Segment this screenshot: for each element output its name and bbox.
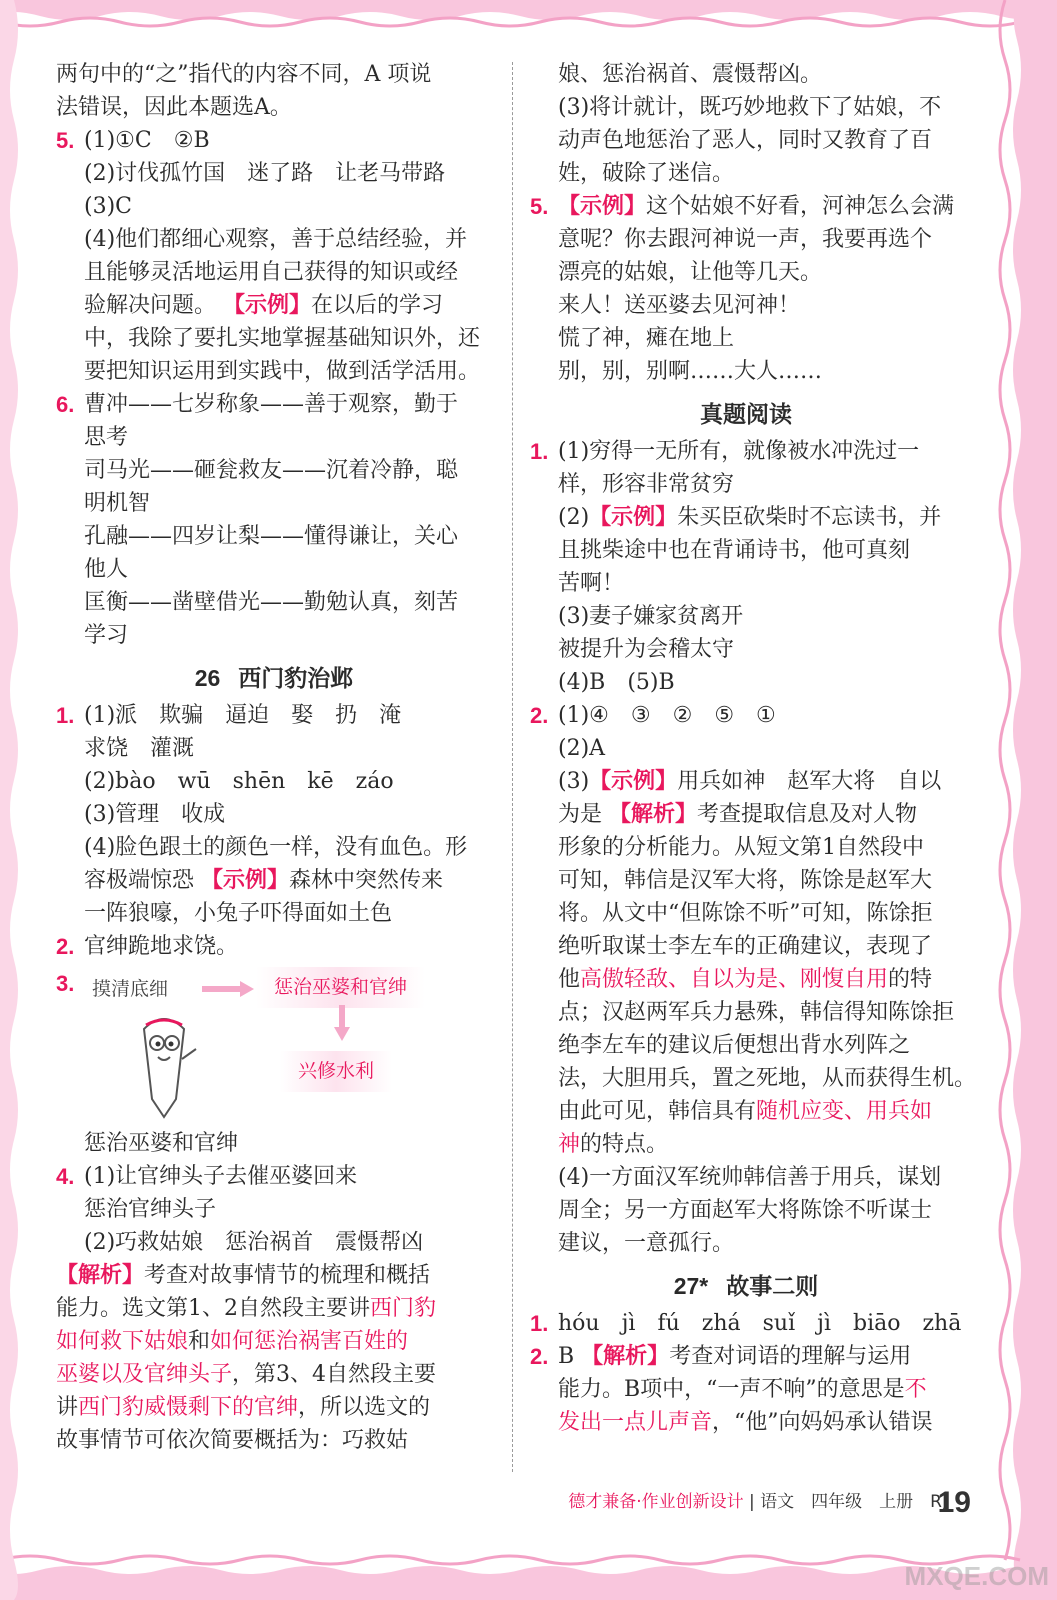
text-line bbox=[56, 1391, 492, 1424]
text-line bbox=[56, 1292, 492, 1325]
decorative-left-border bbox=[0, 0, 26, 1600]
text-line: 匡衡——凿壁借光——勤勉认真，刻苦 bbox=[84, 590, 459, 615]
highlight-text: 神 bbox=[558, 1132, 581, 1157]
answer-item-26-3 bbox=[56, 967, 492, 1160]
decorative-top-border bbox=[0, 0, 1057, 40]
highlight-text: 高傲轻敌、自以为是、刚愎自用 bbox=[580, 967, 889, 992]
text-line: 惩治官绅头子 bbox=[84, 1197, 217, 1222]
reading-item-2 bbox=[530, 699, 977, 1260]
text-line bbox=[558, 1128, 962, 1161]
example-tag: 【示例】 bbox=[589, 768, 678, 794]
text-line: 样，形容非常贫穷 bbox=[558, 472, 735, 497]
text-line bbox=[558, 1373, 962, 1406]
text-line: 周全；另一方面赵军大将陈馀不听谋士 bbox=[558, 1198, 933, 1223]
answer-item-26-2 bbox=[56, 930, 492, 963]
section-number: 26 bbox=[194, 665, 221, 691]
text-line bbox=[56, 1259, 492, 1292]
text-segment: 的特 bbox=[888, 967, 933, 992]
answer-item-6 bbox=[56, 388, 492, 652]
right-arrow-icon bbox=[202, 981, 254, 997]
example-tag: 【示例】 bbox=[558, 193, 647, 219]
text-line: (3)将计就计，既巧妙地救下了姑娘，不 bbox=[558, 95, 942, 120]
analysis-tag: 【解析】 bbox=[581, 1343, 670, 1369]
text-segment: 他 bbox=[558, 967, 581, 992]
text-line: 法错误，因此本题选A。 bbox=[56, 95, 292, 120]
flow-step-3: 兴修水利 bbox=[280, 1051, 392, 1092]
reading-item-1 bbox=[530, 435, 962, 699]
flow-step-2: 惩治巫婆和官绅 bbox=[256, 967, 425, 1008]
text-line bbox=[56, 1325, 492, 1358]
analysis-tag: 【解析】 bbox=[56, 1262, 145, 1288]
page-number: 19 bbox=[937, 1486, 971, 1519]
answer-item-5 bbox=[56, 124, 492, 388]
text-line: 故事情节可依次简要概括为：巧救姑 bbox=[56, 1428, 409, 1453]
section-heading-reading: 真题阅读 bbox=[700, 401, 792, 428]
highlight-text: 巫婆以及官绅头子 bbox=[56, 1362, 233, 1387]
example-tag: 【示例】 bbox=[201, 867, 290, 893]
text-segment: 考查提取信息及对人物 bbox=[697, 802, 918, 827]
section-title-text: 故事二则 bbox=[726, 1273, 819, 1300]
text-line bbox=[558, 963, 962, 996]
decorative-bottom-border bbox=[0, 1542, 1057, 1600]
section-title-text: 西门豹治邺 bbox=[238, 665, 354, 692]
text-line: 求饶 灌溉 bbox=[84, 736, 195, 761]
text-line: 姓，破除了迷信。 bbox=[558, 161, 735, 186]
text-line: (3)管理 收成 bbox=[84, 802, 226, 827]
section-number: 27* bbox=[673, 1273, 709, 1299]
plot-flow-diagram bbox=[84, 967, 492, 1127]
footer-brand: 德才兼备·作业创新设计 bbox=[568, 1492, 744, 1512]
flow-step-1: 摸清底细 bbox=[92, 978, 169, 1000]
text-line: 且挑柴途中也在背诵诗书，他可真刻 bbox=[558, 538, 911, 563]
text-line bbox=[558, 1406, 962, 1439]
text-line: (4)脸色跟土的颜色一样，没有血色。形 bbox=[84, 835, 468, 860]
text-line: hóu jì fú zhá suǐ jì biāo zhā bbox=[558, 1311, 962, 1336]
text-segment: 和 bbox=[188, 1329, 211, 1354]
text-segment: 的特点。 bbox=[580, 1132, 669, 1157]
text-segment: 容极端惊恐 bbox=[84, 868, 195, 893]
text-line bbox=[56, 1358, 492, 1391]
left-column bbox=[56, 58, 492, 1457]
text-line bbox=[84, 289, 492, 322]
example-tag: 【示例】 bbox=[223, 292, 312, 318]
text-line: (3)妻子嫌家贫离开 bbox=[558, 604, 744, 629]
text-segment: ，“他”向妈妈承认错误 bbox=[712, 1410, 933, 1435]
text-line: 法，大胆用兵，置之死地，从而获得生机。 bbox=[558, 1066, 977, 1091]
highlight-text: 发出一点儿声音 bbox=[558, 1410, 713, 1435]
text-segment: 考查对故事情节的梳理和概括 bbox=[144, 1263, 431, 1288]
pencil-mascot-icon bbox=[124, 1009, 204, 1119]
text-line bbox=[558, 501, 962, 534]
column-divider bbox=[512, 62, 513, 1472]
highlight-text: 如何救下姑娘 bbox=[56, 1329, 189, 1354]
text-line bbox=[558, 1340, 962, 1373]
text-line: 司马光——砸瓮救友——沉着冷静，聪 bbox=[84, 458, 459, 483]
text-line: 点；汉赵两军兵力悬殊，韩信得知陈馀拒 bbox=[558, 1000, 955, 1025]
text-line: (1)④ ③ ② ⑤ ① bbox=[558, 703, 776, 728]
text-line: 形象的分析能力。从短文第1自然段中 bbox=[558, 835, 924, 860]
footer-subject: 语文 四年级 上册 RJ bbox=[760, 1492, 947, 1512]
text-line: (1)派 欺骗 逼迫 娶 扔 淹 bbox=[84, 703, 402, 728]
text-line: 娘、惩治祸首、震慑帮凶。 bbox=[558, 62, 823, 87]
answer-item-26-4 bbox=[56, 1160, 492, 1259]
text-line bbox=[558, 190, 962, 223]
question-number: 2. bbox=[530, 1344, 549, 1369]
text-line: 孔融——四岁让梨——懂得谦让，关心 bbox=[84, 524, 459, 549]
text-line: (3)C bbox=[84, 194, 132, 219]
text-line: (2)A bbox=[558, 736, 606, 761]
text-line: 绝听取谋士李左车的正确建议，表现了 bbox=[558, 934, 933, 959]
text-line: (2)巧救姑娘 惩治祸首 震慑帮凶 bbox=[84, 1230, 424, 1255]
text-segment: ，所以选文的 bbox=[298, 1395, 431, 1420]
text-line: (1)让官绅头子去催巫婆回来 bbox=[84, 1164, 358, 1189]
text-segment: 在以后的学习 bbox=[311, 293, 444, 318]
text-segment: (3) bbox=[558, 769, 590, 794]
text-segment: 能力。选文第1、2自然段主要讲 bbox=[56, 1296, 370, 1321]
text-line: 思考 bbox=[84, 425, 129, 450]
question-number: 1. bbox=[530, 1311, 549, 1336]
question-number: 5. bbox=[56, 128, 75, 153]
text-line: 将。从文中“但陈馀不听”可知，陈馀拒 bbox=[558, 901, 933, 926]
text-segment: 朱买臣砍柴时不忘读书，并 bbox=[677, 505, 942, 530]
text-segment: 为是 bbox=[558, 802, 603, 827]
text-line: (4)一方面汉军统帅韩信善于用兵，谋划 bbox=[558, 1165, 942, 1190]
text-line: 官绅跪地求饶。 bbox=[84, 934, 239, 959]
down-arrow-icon bbox=[334, 1005, 350, 1041]
text-segment: 验解决问题。 bbox=[84, 293, 217, 318]
question-number: 5. bbox=[530, 194, 549, 219]
question-number: 3. bbox=[56, 971, 75, 996]
highlight-text: 如何惩治祸害百姓的 bbox=[210, 1329, 409, 1354]
page-footer: 德才兼备·作业创新设计 | 语文 四年级 上册 RJ bbox=[568, 1492, 947, 1512]
text-line: 来人！送巫婆去见河神！ bbox=[558, 293, 801, 318]
text-line: 学习 bbox=[84, 623, 129, 648]
text-line: 且能够灵活地运用自己获得的知识或经 bbox=[84, 260, 459, 285]
text-line: 慌了神，瘫在地上 bbox=[558, 326, 735, 351]
question-number: 2. bbox=[530, 703, 549, 728]
section-heading-27 bbox=[530, 1270, 962, 1303]
text-line: 漂亮的姑娘，让他等几天。 bbox=[558, 260, 823, 285]
text-line: (4)他们都细心观察，善于总结经验，并 bbox=[84, 227, 468, 252]
highlight-text: 西门豹威慑剩下的官绅 bbox=[78, 1395, 299, 1420]
text-segment: 考查对词语的理解与运用 bbox=[669, 1344, 912, 1369]
question-number: 4. bbox=[56, 1164, 75, 1189]
question-number: 1. bbox=[56, 703, 75, 728]
answer-item-27-2 bbox=[530, 1340, 962, 1439]
text-line bbox=[558, 1095, 962, 1128]
text-line bbox=[558, 798, 962, 831]
text-line: 绝李左车的建议后便想出背水列阵之 bbox=[558, 1033, 911, 1058]
text-line: (2)讨伐孤竹国 迷了路 让老马带路 bbox=[84, 161, 446, 186]
highlight-text: 不 bbox=[904, 1377, 927, 1402]
highlight-text: 随机应变、用兵如 bbox=[756, 1099, 933, 1124]
text-line: 中，我除了要扎实地掌握基础知识外，还 bbox=[84, 326, 481, 351]
text-line: 别，别，别啊……大人…… bbox=[558, 359, 823, 384]
text-line bbox=[84, 864, 492, 897]
text-segment: ，第3、4自然段主要 bbox=[232, 1362, 437, 1387]
text-segment: 由此可见，韩信具有 bbox=[558, 1099, 757, 1124]
question-number: 1. bbox=[530, 439, 549, 464]
text-line: 被提升为会稽太守 bbox=[558, 637, 735, 662]
analysis-tag: 【解析】 bbox=[609, 801, 698, 827]
text-line: 明机智 bbox=[84, 491, 151, 516]
text-line: 苦啊！ bbox=[558, 571, 625, 596]
text-segment: 这个姑娘不好看，河神怎么会满 bbox=[646, 194, 955, 219]
text-line bbox=[558, 765, 962, 798]
text-segment: 用兵如神 赵军大将 自以 bbox=[677, 769, 942, 794]
text-line: (4)B (5)B bbox=[558, 670, 675, 695]
text-line: 意呢？你去跟河神说一声，我要再选个 bbox=[558, 227, 933, 252]
text-segment: 森林中突然传来 bbox=[289, 868, 444, 893]
text-segment: B bbox=[558, 1344, 575, 1369]
text-line: 动声色地惩治了恶人，同时又教育了百 bbox=[558, 128, 933, 153]
text-line: (2)bào wū shēn kē záo bbox=[84, 769, 394, 794]
section-heading-26 bbox=[56, 662, 492, 695]
answer-item-26-1 bbox=[56, 699, 492, 930]
question-number: 6. bbox=[56, 392, 75, 417]
example-tag: 【示例】 bbox=[589, 504, 678, 530]
text-segment: 讲 bbox=[56, 1395, 79, 1420]
text-line: (1)①C ②B bbox=[84, 128, 210, 153]
text-line: (1)穷得一无所有，就像被水冲洗过一 bbox=[558, 439, 920, 464]
decorative-right-border bbox=[991, 0, 1057, 1600]
text-line: 他人 bbox=[84, 557, 129, 582]
text-line: 建议，一意孤行。 bbox=[558, 1231, 735, 1256]
text-line: 可知，韩信是汉军大将，陈馀是赵军大 bbox=[558, 868, 933, 893]
text-line: 一阵狼嚎，小兔子吓得面如土色 bbox=[84, 901, 393, 926]
answer-item-26-5 bbox=[530, 190, 962, 388]
text-segment: 能力。B项中，“一声不响”的意思是 bbox=[558, 1377, 905, 1402]
question-number: 2. bbox=[56, 934, 75, 959]
text-line: 曹冲——七岁称象——善于观察，勤于 bbox=[84, 392, 459, 417]
highlight-text: 西门豹 bbox=[370, 1296, 437, 1321]
text-line: 两句中的“之”指代的内容不同，A 项说 bbox=[56, 62, 432, 87]
text-line: 惩治巫婆和官绅 bbox=[84, 1131, 239, 1156]
right-column bbox=[530, 58, 977, 1439]
answer-item-27-1 bbox=[530, 1307, 962, 1340]
watermark-logo: MXQE.COM bbox=[904, 1561, 1049, 1591]
text-line: 要把知识运用到实践中，做到活学活用。 bbox=[84, 359, 481, 384]
answer-item-4-3 bbox=[530, 91, 962, 190]
text-segment: (2) bbox=[558, 505, 590, 530]
